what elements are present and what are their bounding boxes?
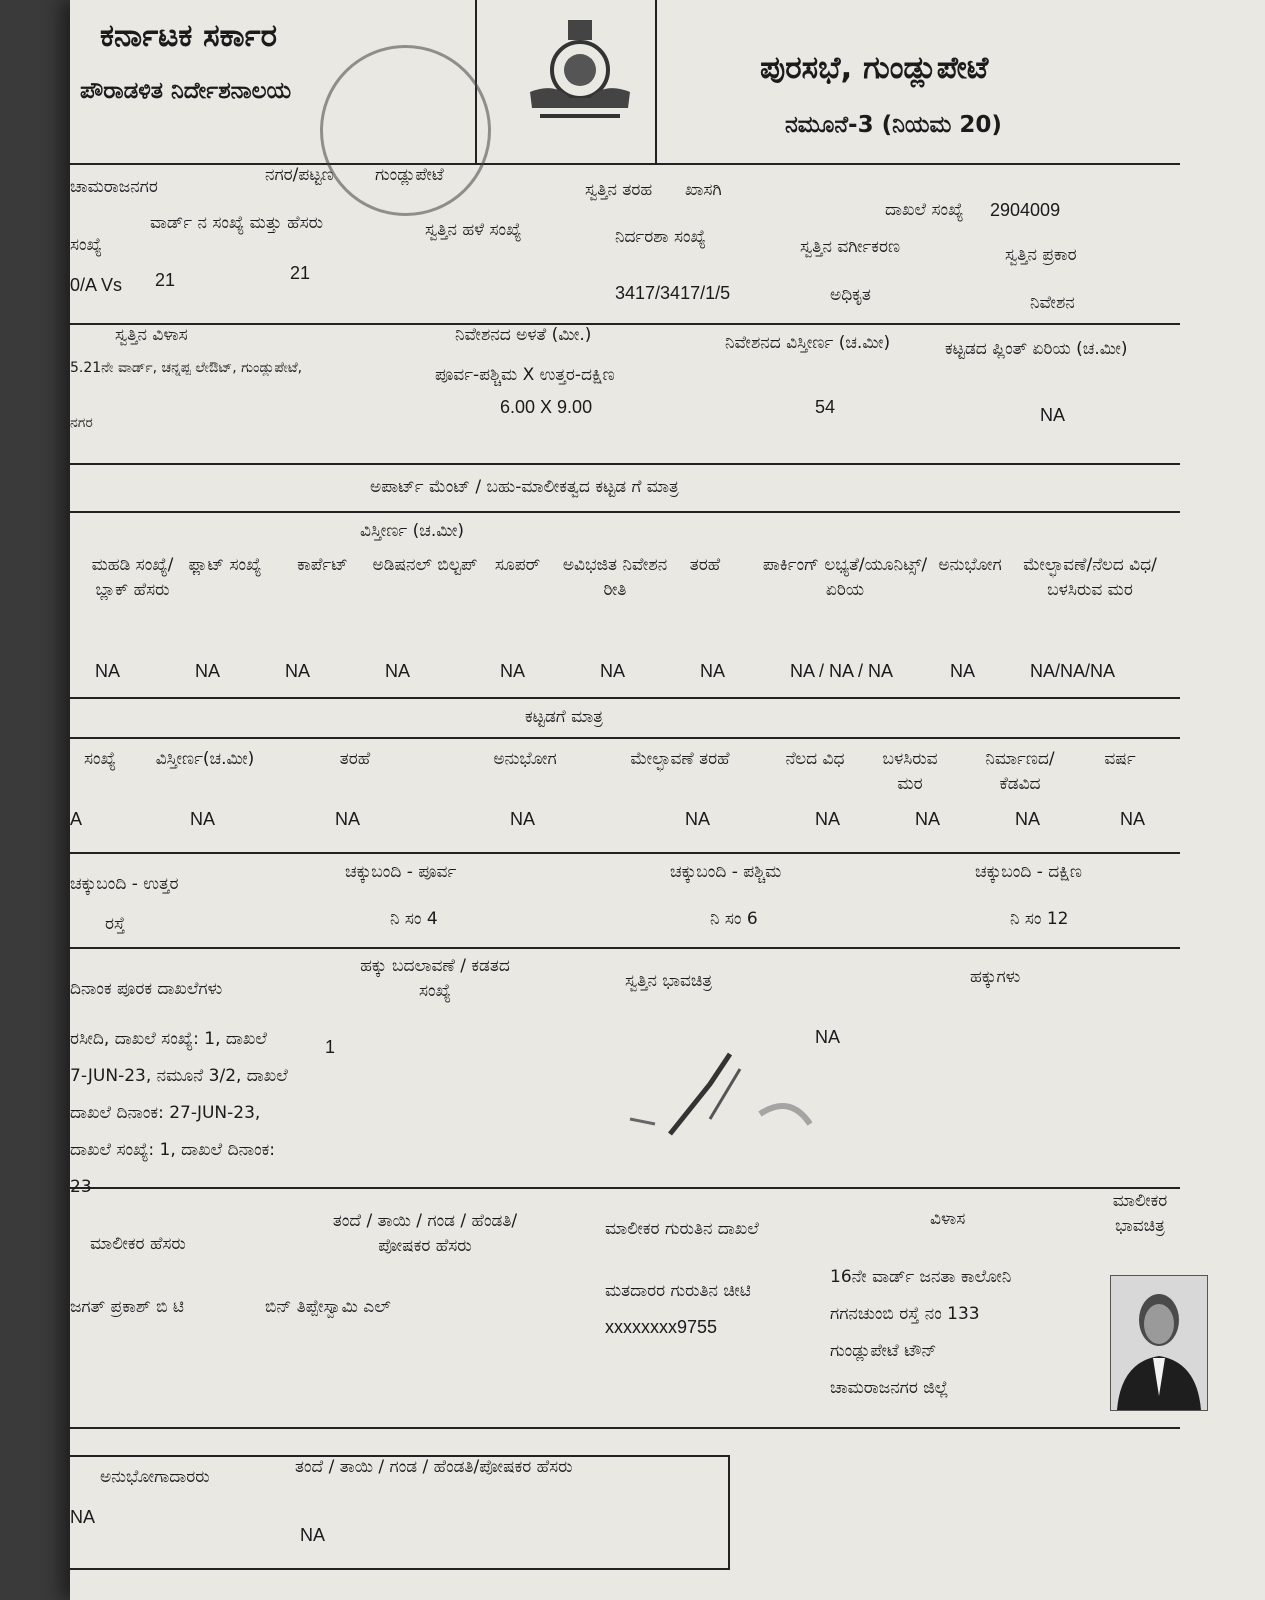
form-number: ನಮೂನೆ-3 (ನಿಯಮ 20) xyxy=(785,112,1002,138)
ward-value: 21 xyxy=(155,270,176,290)
site-area-value: 54 xyxy=(815,397,836,417)
registration-number-value: 3417/3417/1/5 xyxy=(615,283,731,303)
signature-mark xyxy=(610,1024,870,1174)
property-info-section xyxy=(70,165,1180,325)
owner-address-line: ಗಗನಚುಂಬಿ ರಸ್ತೆ ನಂ 133 xyxy=(830,1304,980,1324)
boundary-south-value: ನಿ ಸಂ 12 xyxy=(1010,909,1069,929)
boundary-south-label: ಚಕ್ಕುಬಂದಿ - ದಕ್ಷಿಣ xyxy=(975,862,1082,882)
apartment-header-cell: ಮಹಡಿ ಸಂಖ್ಯೆ/ಬ್ಲಾಕ್ ಹೆಸರು xyxy=(91,555,174,600)
apartment-header-cell: ಕಾರ್ಪೆಟ್ xyxy=(297,555,348,575)
building-table xyxy=(70,739,1180,854)
boundary-east-value: ನಿ ಸಂ 4 xyxy=(390,909,438,929)
apartment-value-cell: NA xyxy=(700,661,726,681)
occupant-relation-value: NA xyxy=(300,1525,326,1545)
record-number-value: 2904009 xyxy=(990,200,1061,220)
property-photo-value: NA xyxy=(815,1027,841,1047)
id-value: 0/A Vs xyxy=(70,275,123,295)
owner-photo xyxy=(1110,1275,1208,1411)
classification-label: ಸ್ವತ್ತಿನ ವರ್ಗೀಕರಣ xyxy=(800,237,900,257)
building-header-cell: ತರಹೆ xyxy=(339,749,371,769)
apartment-header-cell: ಸೂಪರ್ xyxy=(494,555,541,575)
old-number-value: 21 xyxy=(290,263,311,283)
property-form xyxy=(70,0,1180,1600)
supporting-doc-line: ದಾಖಲೆ ದಿನಾಂಕ: 27-JUN-23, xyxy=(70,1103,261,1123)
apartment-value-cell: NA xyxy=(195,661,221,681)
building-header-cell: ಬಳಸಿರುವ ಮರ xyxy=(882,749,938,794)
building-header-cell: ಅನುಭೋಗ xyxy=(493,749,557,769)
apartment-table xyxy=(70,513,1180,699)
old-number-label: ಸ್ವತ್ತಿನ ಹಳೆ ಸಂಖ್ಯೆ xyxy=(425,220,522,240)
occupant-relation-label: ತಂದೆ / ತಾಯಿ / ಗಂಡ / ಹೆಂಡತಿ/ಪೋಷಕರ ಹೆಸರು xyxy=(295,1457,573,1477)
property-photo-label: ಸ್ವತ್ತಿನ ಭಾವಚಿತ್ರ xyxy=(625,971,713,991)
building-value-cell: NA xyxy=(190,809,216,829)
ward-label: ವಾರ್ಡ್ ನ ಸಂಖ್ಯೆ ಮತ್ತು ಹೆಸರು xyxy=(150,213,323,233)
building-value-cell: NA xyxy=(335,809,361,829)
building-title-row xyxy=(70,699,1180,739)
occupant-section xyxy=(70,1455,730,1570)
record-number-label: ದಾಖಲೆ ಸಂಖ್ಯೆ xyxy=(885,200,964,220)
header-section xyxy=(70,0,1180,165)
apartment-header-cell: ಅವಿಭಜಿತ ನಿವೇಶನ ರೀತಿ xyxy=(562,555,668,600)
apartment-header-cell: ಪಾರ್ಕಿಂಗ್ ಲಭ್ಯತೆ/ಯೂನಿಟ್ಸ್/ಏರಿಯ xyxy=(762,555,928,600)
apartment-header-cell: ತರಹೆ xyxy=(689,555,721,575)
boundary-north-value: ರಸ್ತೆ xyxy=(105,914,126,934)
rights-section xyxy=(70,949,1180,1197)
owner-section xyxy=(70,1189,1180,1429)
apartment-header-cell: ಮೇಲ್ಛಾವಣೆ/ನೆಲದ ವಿಧ/ಬಳಸಿರುವ ಮರ xyxy=(1023,555,1157,600)
apartment-value-cell: NA xyxy=(95,661,121,681)
town-value: ಗುಂಡ್ಲುಪೇಟೆ xyxy=(375,165,444,185)
rights-change-value: 1 xyxy=(325,1037,336,1057)
apartment-title-row xyxy=(70,465,1180,513)
state-emblem-icon xyxy=(510,12,650,132)
building-header-cell: ವಿಸ್ತೀರ್ಣ(ಚ.ಮೀ) xyxy=(155,749,255,769)
apartment-value-cell: NA xyxy=(950,661,976,681)
id-label: ಸಂಖ್ಯೆ xyxy=(70,235,102,255)
owner-id-value: xxxxxxxx9755 xyxy=(605,1317,718,1337)
supporting-doc-line: 23 xyxy=(70,1177,92,1197)
owner-name-label: ಮಾಲೀಕರ ಹೆಸರು xyxy=(90,1234,186,1254)
boundary-west-label: ಚಕ್ಕುಬಂದಿ - ಪಶ್ಚಿಮ xyxy=(670,862,782,882)
owner-id-label: ಮಾಲೀಕರ ಗುರುತಿನ ದಾಖಲೆ xyxy=(605,1219,759,1239)
area-group-header: ವಿಸ್ತೀರ್ಣ (ಚ.ಮೀ) xyxy=(360,521,465,541)
owner-id-type: ಮತದಾರರ ಗುರುತಿನ ಚೀಟಿ xyxy=(605,1281,751,1301)
building-header-cell: ನಿರ್ಮಾಣದ/ ಕೆಡವಿದ xyxy=(985,749,1055,794)
building-header-cell: ನೆಲದ ವಿಧ xyxy=(785,749,845,769)
dimension-value: 6.00 X 9.00 xyxy=(500,397,593,417)
owner-name-value: ಜಗತ್ ಪ್ರಕಾಶ್ ಬಿ ಟಿ xyxy=(70,1297,184,1317)
occupant-value: NA xyxy=(70,1507,96,1527)
owner-address-label: ವಿಳಾಸ xyxy=(930,1209,966,1229)
rights-label: ಹಕ್ಕುಗಳು xyxy=(970,967,1021,987)
apartment-header-cell: ಅಡಿಷನಲ್ ಬಿಲ್ಟಪ್ xyxy=(372,555,478,575)
site-details-section xyxy=(70,325,1180,465)
apartment-value-cell: NA xyxy=(285,661,311,681)
boundaries-section xyxy=(70,854,1180,949)
property-kind-label: ಸ್ವತ್ತಿನ ಪ್ರಕಾರ xyxy=(1005,245,1077,265)
property-kind-value: ನಿವೇಶನ xyxy=(1030,293,1075,313)
building-title: ಕಟ್ಟಡಗೆ ಮಾತ್ರ xyxy=(525,707,603,727)
supporting-doc-line: ದಾಖಲೆ ಸಂಖ್ಯೆ: 1, ದಾಖಲೆ ದಿನಾಂಕ: xyxy=(70,1140,275,1160)
dimension-label: ನಿವೇಶನದ ಅಳತೆ (ಮೀ.) xyxy=(455,325,592,345)
document-page xyxy=(70,0,1265,1600)
plinth-area-label: ಕಟ್ಟಡದ ಪ್ಲಿಂತ್ ಏರಿಯ (ಚ.ಮೀ) xyxy=(945,339,1128,359)
boundary-east-label: ಚಕ್ಕುಬಂದಿ - ಪೂರ್ವ xyxy=(345,862,457,882)
municipality-title: ಪುರಸಭೆ, ಗುಂಡ್ಲುಪೇಟೆ xyxy=(760,50,989,86)
building-value-cell: A xyxy=(70,809,83,829)
supporting-doc-line: 7-JUN-23, ನಮೂನೆ 3/2, ದಾಖಲೆ xyxy=(70,1066,288,1086)
apartment-value-cell: NA xyxy=(500,661,526,681)
dimension-subtitle: ಪೂರ್ವ-ಪಶ್ಚಿಮ X ಉತ್ತರ-ದಕ್ಷಿಣ xyxy=(435,365,615,385)
building-value-cell: NA xyxy=(915,809,941,829)
apartment-value-cell: NA/NA/NA xyxy=(1030,661,1116,681)
occupant-label: ಅನುಭೋಗಾದಾರರು xyxy=(100,1467,210,1487)
apartment-header-cell: ಅನುಭೋಗ xyxy=(938,555,1002,575)
building-value-cell: NA xyxy=(1015,809,1041,829)
owner-address-line: ಗುಂಡ್ಲುಪೇಟೆ ಟೌನ್ xyxy=(830,1341,937,1361)
town-label: ನಗರ/ಪಟ್ಟಣ xyxy=(265,165,334,185)
boundary-west-value: ನಿ ಸಂ 6 xyxy=(710,909,758,929)
apartment-header-cell: ಫ್ಲಾಟ್ ಸಂಖ್ಯೆ xyxy=(188,555,262,575)
building-value-cell: NA xyxy=(510,809,536,829)
building-header-cell: ಮೇಲ್ಛಾವಣೆ ತರಹೆ xyxy=(630,749,730,769)
building-value-cell: NA xyxy=(1120,809,1146,829)
apartment-value-cell: NA xyxy=(600,661,626,681)
owner-relation-value: ಬಿನ್ ತಿಪ್ಪೇಸ್ವಾಮಿ ಎಲ್ xyxy=(265,1297,391,1317)
district-label: ಚಾಮರಾಜನಗರ xyxy=(70,177,158,197)
supporting-docs-label: ದಿನಾಂಕ ಪೂರಕ ದಾಖಲೆಗಳು xyxy=(70,979,223,999)
building-value-cell: NA xyxy=(815,809,841,829)
site-area-label: ನಿವೇಶನದ ವಿಸ್ತೀರ್ಣ (ಚ.ಮೀ) xyxy=(725,333,891,353)
apartment-value-cell: NA / NA / NA xyxy=(790,661,894,681)
govt-title: ಕರ್ನಾಟಕ ಸರ್ಕಾರ xyxy=(100,18,277,54)
classification-value: ಅಧಿಕೃತ xyxy=(830,285,871,305)
plinth-area-value: NA xyxy=(1040,405,1066,425)
supporting-doc-line: ರಸೀದಿ, ದಾಖಲೆ ಸಂಖ್ಯೆ: 1, ದಾಖಲೆ xyxy=(70,1029,267,1049)
rights-change-label: ಹಕ್ಕು ಬದಲಾವಣೆ / ಕಡತದ ಸಂಖ್ಯೆ xyxy=(360,956,510,1001)
person-silhouette-icon xyxy=(1111,1276,1207,1410)
address-value: 5.21ನೇ ವಾರ್ಡ್, ಚನ್ನಪ್ಪ ಲೇಔಟ್, ಗುಂಡ್ಲುಪೇಟೆ, xyxy=(70,360,303,376)
directorate-title: ಪೌರಾಡಳಿತ ನಿರ್ದೇಶನಾಲಯ xyxy=(80,78,292,104)
owner-relation-label: ತಂದೆ / ತಾಯಿ / ಗಂಡ / ಹೆಂಡತಿ/ಪೋಷಕರ ಹೆಸರು xyxy=(332,1211,518,1256)
property-type-value: ಖಾಸಗಿ xyxy=(685,180,722,200)
boundary-north-label: ಚಕ್ಕುಬಂದಿ - ಉತ್ತರ xyxy=(70,874,179,894)
building-header-cell: ಸಂಖ್ಯೆ xyxy=(84,749,116,769)
owner-address-line: ಚಾಮರಾಜನಗರ ಜಿಲ್ಲೆ xyxy=(830,1378,949,1398)
building-value-cell: NA xyxy=(685,809,711,829)
apartment-value-cell: NA xyxy=(385,661,411,681)
address-label: ಸ್ವತ್ತಿನ ವಿಳಾಸ xyxy=(115,325,188,345)
property-type-label: ಸ್ವತ್ತಿನ ತರಹ xyxy=(585,180,653,200)
building-header-cell: ವರ್ಷ xyxy=(1104,749,1136,769)
address-value-line2: ನಗರ xyxy=(70,415,93,431)
owner-photo-label: ಮಾಲೀಕರ ಭಾವಚಿತ್ರ xyxy=(1112,1191,1168,1236)
registration-number-label: ನಿರ್ದರಶಾ ಸಂಖ್ಯೆ xyxy=(615,227,706,247)
apartment-title: ಅಪಾರ್ಟ್ ಮೆಂಟ್ / ಬಹು-ಮಾಲೀಕತ್ವದ ಕಟ್ಟಡ ಗೆ ಮಾತ್ರ xyxy=(370,477,679,497)
owner-address-line: 16ನೇ ವಾರ್ಡ್ ಜನತಾ ಕಾಲೋನಿ xyxy=(830,1267,1012,1287)
